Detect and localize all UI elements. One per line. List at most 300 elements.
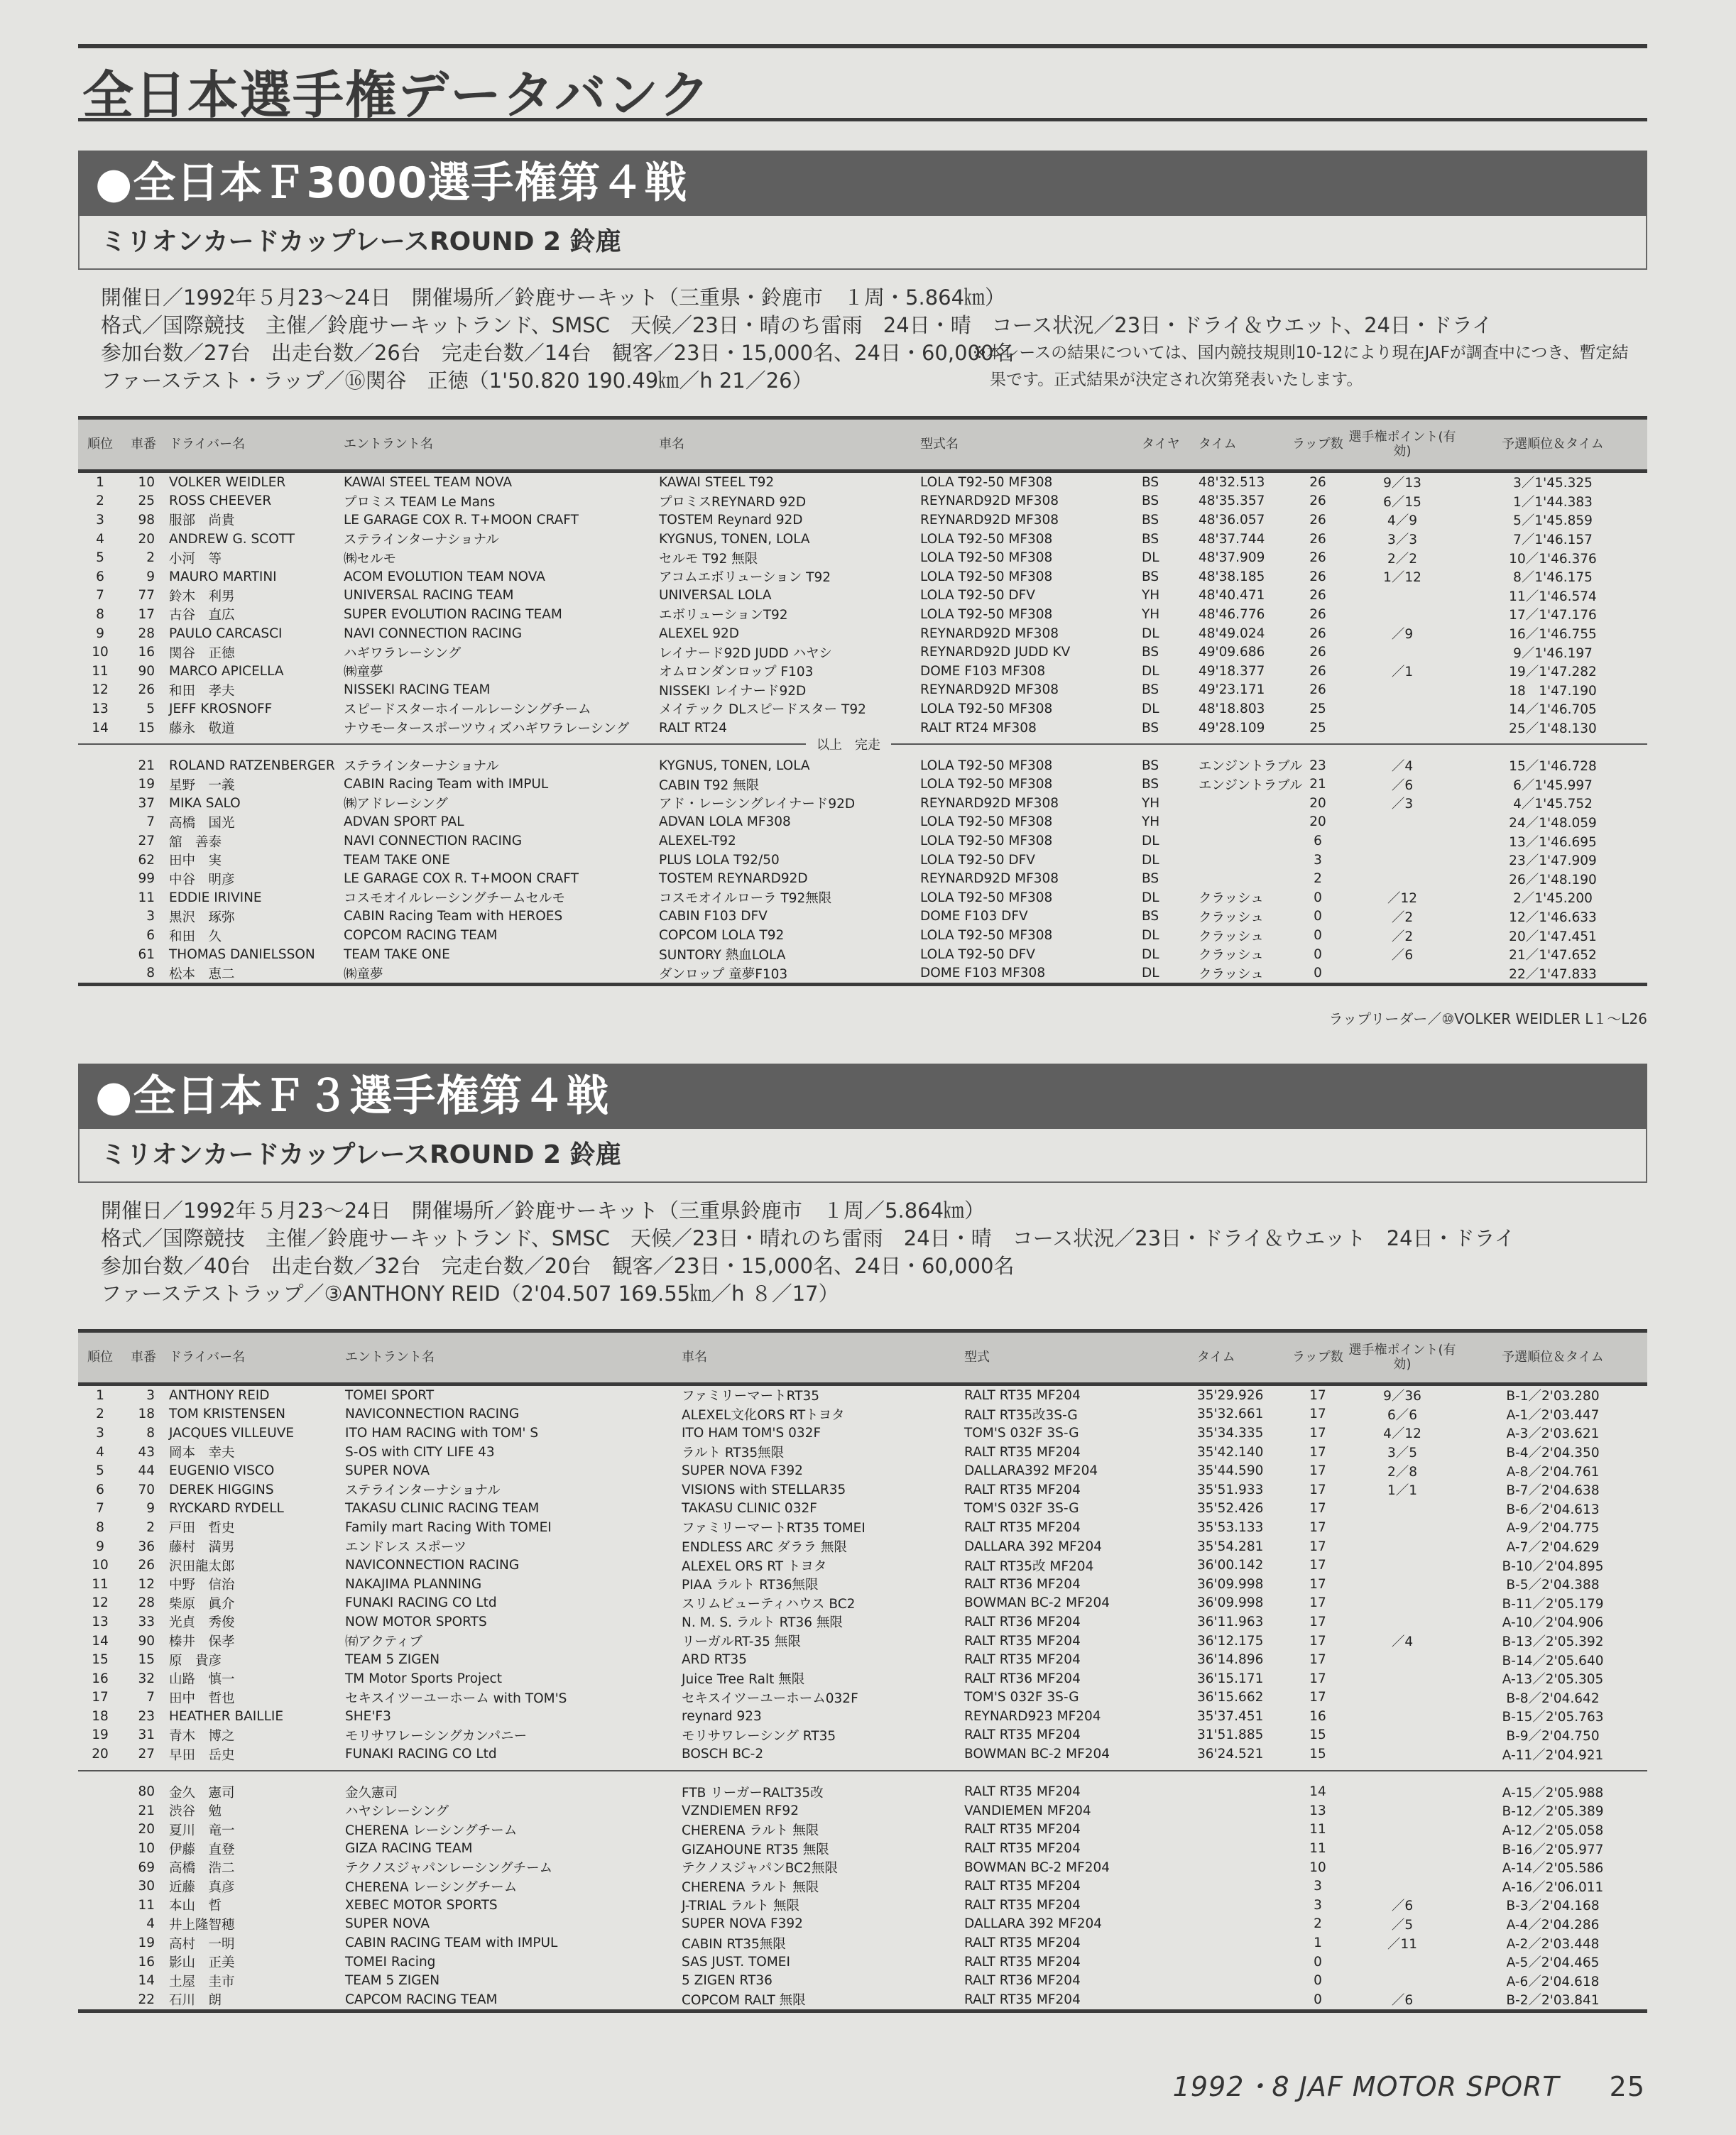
cell-laps: 3 — [1314, 1897, 1322, 1913]
cell-time: クラッシュ — [1199, 910, 1264, 925]
result-row-finisher — [78, 1744, 1647, 1764]
cell-car-name: リーガルRT-35 無限 — [682, 1634, 801, 1650]
cell-points: ／6 — [1391, 1899, 1414, 1914]
cell-entrant: ㈱セルモ — [344, 551, 397, 567]
cell-model: RALT RT35 MF204 — [964, 1897, 1081, 1913]
cell-laps: 6 — [1314, 834, 1322, 849]
cell-qualifying: A-6／2'04.618 — [1506, 1974, 1600, 1989]
result-row-retired — [78, 926, 1647, 945]
cell-car-name: reynard 923 — [682, 1708, 762, 1724]
cell-points — [1346, 681, 1458, 700]
cell-entrant: SHE'F3 — [345, 1708, 391, 1724]
separator-line — [78, 1770, 1647, 1771]
cell-time: クラッシュ — [1199, 891, 1264, 907]
cell-points — [1346, 1971, 1458, 1990]
cell-tyre: BS — [1142, 493, 1159, 509]
cell-points — [1346, 699, 1458, 719]
cell-points: ／6 — [1391, 1993, 1414, 2009]
cell-pos: 12 — [92, 1595, 109, 1611]
cell-laps: 21 — [1309, 777, 1326, 792]
cell-car-name: セルモ T92 無限 — [659, 551, 758, 567]
cell-pos — [78, 1877, 122, 1896]
cell-pos: 17 — [92, 1690, 109, 1705]
result-row-finisher — [78, 1594, 1647, 1613]
cell-car-name: 5 ZIGEN RT36 — [682, 1973, 773, 1989]
cell-model: BOWMAN BC-2 MF204 — [964, 1747, 1110, 1762]
cell-pos: 14 — [92, 720, 109, 736]
cell-car-name: ADVAN LOLA MF308 — [659, 814, 791, 830]
cell-qualifying: 8／1'46.175 — [1513, 570, 1593, 586]
cell-car-no: 8 — [146, 1425, 155, 1441]
cell-entrant: ステラインターナショナル — [345, 1483, 501, 1499]
result-row-finisher — [78, 699, 1647, 719]
cell-points — [1346, 813, 1458, 832]
cell-qualifying: A-11／2'04.921 — [1502, 1747, 1604, 1763]
cell-pos: 9 — [96, 626, 104, 641]
f3-info-line: 格式／国際競技 主催／鈴鹿サーキットランド、SMSC 天候／23日・晴れのち雷雨 24日・晴 コース状況／23日・ドライ＆ウエット 24日・ドライ — [101, 1226, 1515, 1250]
cell-car-no: 12 — [138, 1576, 155, 1592]
cell-qualifying: A-7／2'04.629 — [1506, 1540, 1600, 1556]
header-pos: 順位 — [78, 418, 122, 471]
cell-model: LOLA T92-50 MF308 — [920, 701, 1053, 716]
cell-driver: 田中 哲也 — [169, 1691, 235, 1706]
cell-tyre: DL — [1142, 626, 1159, 641]
f3000-info-line: 格式／国際競技 主催／鈴鹿サーキットランド、SMSC 天候／23日・晴のち雷雨 24日・晴 コース状況／23日・ドライ＆ウエット、24日・ドライ — [101, 313, 1493, 337]
cell-points — [1346, 851, 1458, 870]
cell-pos: 10 — [92, 645, 109, 660]
cell-pos — [78, 907, 122, 927]
cell-car-name: ALEXEL ORS RT トヨタ — [682, 1558, 827, 1574]
result-row-finisher — [78, 1632, 1647, 1651]
cell-driver: 和田 孝夫 — [169, 683, 235, 699]
cell-laps: 25 — [1309, 701, 1326, 716]
cell-car-no: 70 — [138, 1482, 155, 1497]
cell-points: ／5 — [1391, 1917, 1414, 1933]
cell-points: 4／12 — [1383, 1426, 1421, 1442]
result-row-finisher — [78, 1688, 1647, 1708]
cell-entrant: TM Motor Sports Project — [345, 1671, 502, 1686]
cell-car-name: ALEXEL-T92 — [659, 834, 736, 849]
cell-entrant: ㈱童夢 — [344, 665, 383, 680]
cell-entrant: FUNAKI RACING CO Ltd — [345, 1595, 497, 1611]
cell-time — [1194, 869, 1289, 888]
cell-car-name: SUPER NOVA F392 — [682, 1916, 803, 1932]
result-row-finisher — [78, 1537, 1647, 1556]
cell-points: ／1 — [1391, 665, 1414, 680]
header-driver: ドライバー名 — [165, 1331, 341, 1385]
cell-points — [1346, 1858, 1458, 1877]
cell-points: ／2 — [1391, 929, 1414, 944]
cell-time: 35'32.661 — [1197, 1407, 1264, 1422]
cell-driver: 石川 朗 — [169, 1993, 222, 2009]
cell-car-name: CABIN RT35無限 — [682, 1936, 786, 1952]
cell-qualifying: A-5／2'04.465 — [1506, 1955, 1600, 1971]
f3-info-line: 開催日／1992年５月23〜24日 開催場所／鈴鹿サーキット（三重県鈴鹿市 １周／5.864㎞） — [101, 1198, 986, 1223]
cell-entrant: モリサワレーシングカンパニー — [345, 1728, 528, 1744]
cell-pos — [78, 869, 122, 888]
cell-laps: 26 — [1309, 682, 1326, 698]
cell-laps: 11 — [1309, 1822, 1326, 1838]
cell-time: 49'09.686 — [1199, 645, 1265, 660]
cell-car-no: 32 — [138, 1671, 155, 1686]
cell-tyre: BS — [1142, 474, 1159, 490]
cell-car-name: COPCOM RALT 無限 — [682, 1993, 806, 2009]
cell-laps: 26 — [1309, 512, 1326, 528]
header-pos: 順位 — [78, 1331, 122, 1385]
cell-model: RALT RT35改 MF204 — [964, 1558, 1094, 1574]
cell-pos: 1 — [96, 474, 104, 490]
cell-car-no: 61 — [138, 946, 155, 962]
cell-time: クラッシュ — [1199, 948, 1264, 963]
f3000-subtitle: ミリオンカードカップレースROUND 2 鈴鹿 — [78, 216, 1647, 270]
cell-car-no: 43 — [138, 1444, 155, 1460]
cell-laps: 17 — [1309, 1690, 1326, 1705]
cell-driver: RYCKARD RYDELL — [169, 1501, 284, 1517]
cell-driver: 中谷 明彦 — [169, 872, 235, 888]
cell-tyre: DL — [1142, 928, 1159, 944]
cell-pos: 8 — [96, 606, 104, 622]
cell-car-name: N. M. S. ラルト RT36 無限 — [682, 1615, 843, 1631]
cell-model: REYNARD923 MF204 — [964, 1708, 1101, 1724]
cell-laps: 2 — [1314, 871, 1322, 887]
cell-model: LOLA T92-50 DFV — [920, 852, 1035, 868]
f3000-title: ●全日本Ｆ3000選手権第４戦 — [78, 151, 1647, 216]
cell-model: DALLARA 392 MF204 — [964, 1539, 1103, 1554]
cell-points: 1／12 — [1383, 570, 1421, 586]
cell-tyre: BS — [1142, 569, 1159, 584]
result-row-finisher — [78, 1480, 1647, 1500]
cell-car-no: 19 — [138, 1935, 155, 1951]
cell-time: 36'14.896 — [1197, 1652, 1264, 1668]
cell-points — [1346, 1953, 1458, 1972]
cell-car-name: RALT RT24 — [659, 720, 728, 736]
cell-qualifying: 11／1'46.574 — [1509, 589, 1597, 604]
cell-car-no: 20 — [138, 1822, 155, 1838]
cell-qualifying: 9／1'46.197 — [1513, 645, 1593, 661]
cell-car-name: アコムエボリューション T92 — [659, 570, 831, 586]
cell-qualifying: B-2／2'03.841 — [1506, 1993, 1600, 2009]
header-car-no: 車番 — [122, 1331, 165, 1385]
cell-pos — [78, 1990, 122, 2011]
f3000-info-line: 参加台数／27台 出走台数／26台 完走台数／14台 観客／23日・15,000名、24日・60,000名 — [101, 341, 1015, 365]
result-row-retired — [78, 794, 1647, 813]
cell-entrant: ㈱童夢 — [344, 966, 383, 982]
result-row-finisher — [78, 624, 1647, 643]
cell-model: LOLA T92-50 MF308 — [920, 550, 1053, 566]
cell-pos — [78, 775, 122, 795]
cell-model: RALT RT35 MF204 — [964, 1822, 1081, 1838]
cell-laps: 23 — [1309, 758, 1326, 773]
cell-car-name: メイテック DLスピードスター T92 — [659, 702, 866, 718]
cell-model: REYNARD92D MF308 — [920, 512, 1059, 528]
cell-time — [1194, 813, 1289, 832]
cell-points — [1346, 1556, 1458, 1575]
cell-entrant: ハギワラレーシング — [344, 645, 462, 661]
cell-driver: 藤村 満男 — [169, 1540, 235, 1556]
cell-laps: 26 — [1309, 493, 1326, 509]
cell-driver: 高橋 浩二 — [169, 1861, 235, 1877]
f3000-results-table — [78, 416, 1647, 986]
cell-entrant: テクノスジャパンレーシングチーム — [345, 1861, 553, 1877]
cell-laps: 1 — [1314, 1935, 1322, 1951]
result-row-retired — [78, 775, 1647, 795]
cell-laps: 20 — [1309, 795, 1326, 811]
cell-qualifying: 26／1'48.190 — [1509, 872, 1597, 888]
cell-entrant: ステラインターナショナル — [344, 533, 499, 548]
cell-car-no: 9 — [146, 1501, 155, 1517]
cell-driver: 影山 正美 — [169, 1955, 235, 1971]
cell-qualifying: B-11／2'05.179 — [1502, 1596, 1604, 1612]
cell-model: RALT RT35 MF204 — [964, 1841, 1081, 1857]
cell-model: RALT RT35 MF204 — [964, 1954, 1081, 1970]
cell-points: 3／5 — [1387, 1446, 1418, 1461]
cell-car-no: 90 — [138, 1633, 155, 1649]
cell-laps: 17 — [1309, 1633, 1326, 1649]
cell-laps: 0 — [1314, 1954, 1322, 1970]
cell-car-no: 28 — [138, 1595, 155, 1611]
cell-car-name: CABIN F103 DFV — [659, 909, 768, 924]
cell-time: 36'11.963 — [1197, 1614, 1264, 1629]
cell-qualifying: 12／1'46.633 — [1509, 910, 1597, 925]
f3000-info-line: 開催日／1992年５月23〜24日 開催場所／鈴鹿サーキット（三重県・鈴鹿市 １周・5.864㎞） — [101, 285, 1006, 310]
cell-driver: ANTHONY REID — [169, 1387, 270, 1403]
cell-entrant: ハヤシレーシング — [345, 1804, 449, 1820]
cell-driver: 古谷 直広 — [169, 608, 235, 623]
cell-time: 48'32.513 — [1199, 474, 1265, 490]
cell-driver: 伊藤 直登 — [169, 1842, 235, 1857]
result-row-retired — [78, 1839, 1647, 1858]
cell-car-no: 27 — [138, 1747, 155, 1762]
cell-pos — [78, 794, 122, 813]
result-row-finisher — [78, 1405, 1647, 1424]
cell-driver: 高橋 国光 — [169, 815, 235, 831]
cell-laps: 0 — [1314, 1973, 1322, 1989]
header-car-name: 車名 — [655, 418, 916, 471]
cell-qualifying: 15／1'46.728 — [1509, 759, 1597, 775]
result-row-finisher — [78, 1726, 1647, 1745]
cell-driver: 服部 尚貴 — [169, 513, 235, 529]
cell-pos: 7 — [96, 1501, 104, 1517]
cell-time: 48'40.471 — [1199, 588, 1265, 604]
cell-points — [1346, 1877, 1458, 1896]
table-header-row — [78, 1331, 1647, 1385]
cell-qualifying: B-5／2'04.388 — [1506, 1578, 1600, 1593]
cell-car-no: 11 — [138, 1897, 155, 1913]
cell-qualifying: 6／1'45.997 — [1513, 777, 1593, 793]
cell-tyre: BS — [1142, 512, 1159, 528]
cell-time: クラッシュ — [1199, 929, 1264, 944]
cell-qualifying: A-13／2'05.305 — [1502, 1672, 1604, 1688]
result-row-finisher — [78, 1500, 1647, 1519]
f3-info-line: ファーステストラップ／③ANTHONY REID（2'04.507 169.55㎞／h ８／17） — [101, 1282, 839, 1306]
cell-model: RALT RT35 MF204 — [964, 1652, 1081, 1668]
cell-qualifying: B-12／2'05.389 — [1502, 1804, 1604, 1820]
cell-pos — [78, 1858, 122, 1877]
cell-driver: 本山 哲 — [169, 1899, 222, 1914]
cell-entrant: Family mart Racing With TOMEI — [345, 1519, 552, 1535]
cell-time — [1193, 1877, 1289, 1896]
cell-car-no: 33 — [138, 1614, 155, 1629]
note-line: 果です。正式結果が決定され次第発表いたします。 — [990, 371, 1363, 389]
cell-driver: 藤永 敬道 — [169, 721, 235, 737]
cell-time: 49'18.377 — [1199, 663, 1265, 679]
cell-driver: 榛井 保孝 — [169, 1634, 235, 1650]
cell-laps: 14 — [1309, 1784, 1326, 1800]
cell-car-no: 9 — [146, 569, 155, 584]
cell-qualifying: 2／1'45.200 — [1513, 891, 1593, 907]
cell-entrant: S-OS with CITY LIFE 43 — [345, 1444, 495, 1460]
cell-points — [1346, 1594, 1458, 1613]
cell-car-no: 25 — [138, 493, 155, 509]
cell-points: 6／15 — [1383, 494, 1421, 510]
cell-laps: 17 — [1309, 1501, 1326, 1517]
result-row-retired — [78, 1801, 1647, 1820]
cell-driver: 早田 岳史 — [169, 1747, 235, 1763]
cell-laps: 0 — [1314, 909, 1322, 924]
cell-pos — [78, 1801, 122, 1820]
cell-model: REYNARD92D MF308 — [920, 795, 1059, 811]
cell-entrant: SUPER NOVA — [345, 1463, 430, 1479]
f3-section — [78, 1064, 1647, 2013]
cell-tyre: BS — [1142, 645, 1159, 660]
cell-car-name: BOSCH BC-2 — [682, 1747, 764, 1762]
cell-points: ／3 — [1391, 797, 1414, 812]
cell-driver: 近藤 真彦 — [169, 1879, 235, 1895]
cell-car-name: TAKASU CLINIC 032F — [682, 1501, 817, 1517]
cell-qualifying: 20／1'47.451 — [1509, 929, 1597, 944]
page-title-bar — [78, 44, 1647, 125]
cell-time: 35'29.926 — [1197, 1387, 1264, 1403]
cell-entrant: SUPER NOVA — [345, 1916, 430, 1932]
cell-pos — [78, 945, 122, 964]
cell-pos: 4 — [96, 531, 104, 547]
result-row-finisher — [78, 605, 1647, 624]
cell-car-no: 69 — [138, 1860, 155, 1875]
cell-laps: 17 — [1309, 1671, 1326, 1686]
cell-entrant: セキスイツーユーホーム with TOM'S — [345, 1691, 567, 1706]
cell-laps: 20 — [1309, 814, 1326, 830]
cell-model: TOM'S 032F 3S-G — [964, 1690, 1079, 1705]
cell-laps: 17 — [1309, 1463, 1326, 1479]
cell-driver: 沢田龍太郎 — [169, 1558, 235, 1574]
cell-laps: 16 — [1309, 1708, 1326, 1724]
cell-entrant: NAVICONNECTION RACING — [345, 1407, 520, 1422]
header-model: 型式 — [960, 1331, 1193, 1385]
cell-car-no: 80 — [138, 1784, 155, 1800]
cell-time — [1193, 1915, 1289, 1934]
cell-car-name: TOSTEM Reynard 92D — [659, 512, 803, 528]
result-row-finisher — [78, 471, 1647, 492]
cell-driver: 金久 憲司 — [169, 1785, 235, 1801]
cell-qualifying: B-4／2'04.350 — [1506, 1446, 1600, 1461]
cell-entrant: CABIN Racing Team with IMPUL — [344, 777, 549, 792]
cell-time: 48'18.803 — [1199, 701, 1265, 716]
cell-car-name: KYGNUS, TONEN, LOLA — [659, 758, 810, 773]
result-row-retired — [78, 1896, 1647, 1915]
cell-tyre: DL — [1142, 550, 1159, 566]
cell-driver: 柴原 眞介 — [169, 1596, 235, 1612]
cell-car-name: ダンロップ 童夢F103 — [659, 966, 788, 982]
cell-points — [1346, 1575, 1458, 1594]
cell-time: 35'52.426 — [1197, 1501, 1264, 1517]
cell-tyre: DL — [1142, 663, 1159, 679]
cell-model: REYNARD92D MF308 — [920, 493, 1059, 509]
cell-qualifying: 18 1'47.190 — [1509, 683, 1597, 699]
cell-driver: MARCO APICELLA — [169, 663, 284, 679]
cell-time: 48'37.744 — [1199, 531, 1265, 547]
cell-model: TOM'S 032F 3S-G — [964, 1425, 1079, 1441]
cell-time — [1193, 1801, 1289, 1820]
cell-time: 36'09.998 — [1197, 1576, 1264, 1592]
cell-car-no: 36 — [138, 1539, 155, 1554]
cell-driver: 舘 善泰 — [169, 834, 222, 850]
cell-car-no: 6 — [146, 928, 155, 944]
cell-car-no: 7 — [146, 814, 155, 830]
cell-time — [1194, 794, 1289, 813]
cell-pos — [78, 1971, 122, 1990]
cell-model: DOME F103 MF308 — [920, 663, 1046, 679]
result-row-retired — [78, 1990, 1647, 2011]
cell-model: BOWMAN BC-2 MF204 — [964, 1860, 1110, 1875]
cell-laps: 17 — [1309, 1387, 1326, 1403]
cell-car-name: KYGNUS, TONEN, LOLA — [659, 531, 810, 547]
cell-pos — [78, 1839, 122, 1858]
header-entrant: エントラント名 — [339, 418, 655, 471]
cell-laps: 17 — [1309, 1558, 1326, 1573]
cell-car-name: GIZAHOUNE RT35 無限 — [682, 1842, 829, 1857]
cell-pos: 13 — [92, 701, 109, 716]
cell-model: LOLA T92-50 MF308 — [920, 890, 1053, 905]
cell-driver: THOMAS DANIELSSON — [169, 946, 315, 962]
cell-car-name: SAS JUST. TOMEI — [682, 1954, 790, 1970]
cell-tyre: BS — [1142, 909, 1159, 924]
cell-pos — [78, 1915, 122, 1934]
cell-pos — [78, 1953, 122, 1972]
cell-qualifying: 4／1'45.752 — [1513, 797, 1593, 812]
cell-entrant: TEAM 5 ZIGEN — [345, 1652, 440, 1668]
result-row-finisher — [78, 1424, 1647, 1443]
cell-entrant: NAVI CONNECTION RACING — [344, 834, 523, 849]
f3000-info — [78, 284, 1647, 395]
cell-car-name: PLUS LOLA T92/50 — [659, 852, 780, 868]
cell-model: DOME F103 MF308 — [920, 966, 1046, 981]
cell-model: VANDIEMEN MF204 — [964, 1803, 1091, 1818]
cell-entrant: TEAM TAKE ONE — [344, 946, 450, 962]
cell-driver: 田中 実 — [169, 853, 222, 869]
result-row-retired — [78, 851, 1647, 870]
cell-points: ／4 — [1391, 1634, 1414, 1650]
cell-points — [1346, 643, 1458, 662]
cell-car-name: レイナード92D JUDD ハヤシ — [659, 645, 832, 661]
result-row-finisher — [78, 1707, 1647, 1726]
cell-qualifying: B-9／2'04.750 — [1506, 1728, 1600, 1744]
cell-model: RALT RT24 MF308 — [920, 720, 1037, 736]
cell-points — [1346, 1500, 1458, 1519]
cell-driver: 鈴木 利男 — [169, 589, 235, 604]
cell-pos: 19 — [92, 1727, 109, 1743]
cell-driver: JEFF KROSNOFF — [169, 701, 273, 716]
result-row-retired — [78, 888, 1647, 907]
cell-car-name: コスモオイルローラ T92無限 — [659, 891, 832, 907]
cell-car-no: 62 — [138, 852, 155, 868]
cell-qualifying: 24／1'48.059 — [1509, 815, 1597, 831]
cell-points — [1346, 869, 1458, 888]
cell-time — [1193, 1896, 1289, 1915]
cell-driver: 岡本 幸夫 — [169, 1446, 235, 1461]
result-row-retired — [78, 907, 1647, 927]
cell-qualifying: A-2／2'03.448 — [1506, 1936, 1600, 1952]
f3-title: ●全日本Ｆ３選手権第４戦 — [78, 1064, 1647, 1129]
